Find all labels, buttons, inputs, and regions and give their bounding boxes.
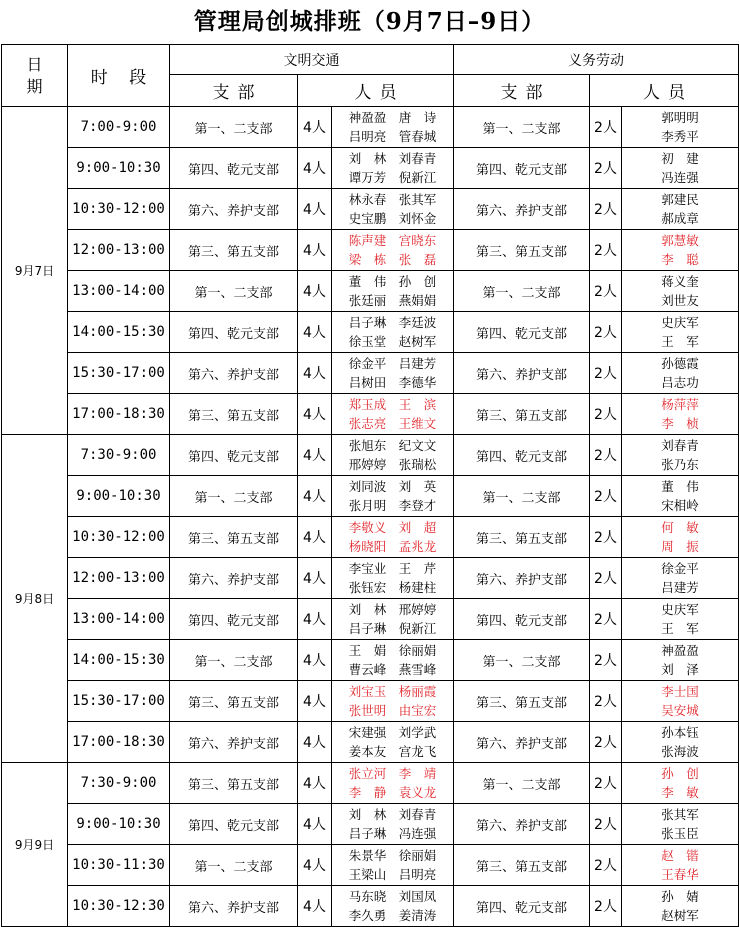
traffic-people-line: 张立河 李 靖: [348, 766, 437, 781]
labor-header: 义务劳动: [454, 45, 739, 75]
labor-branch: 第三、第五支部: [454, 230, 590, 271]
labor-person: 李士国: [661, 684, 699, 699]
time-slot: 9:00-10:30: [68, 148, 170, 189]
traffic-people-line: 吕子琳 冯连强: [348, 826, 437, 841]
labor-person: 郝成章: [661, 211, 699, 226]
traffic-people-line: 李敬义 刘 超: [348, 520, 437, 535]
labor-count: 2人: [590, 353, 622, 394]
labor-branch: 第四、乾元支部: [454, 886, 590, 927]
time-slot: 17:00-18:30: [68, 722, 170, 763]
traffic-people: [332, 599, 454, 640]
traffic-people-line: 张钰宏 杨建柱: [348, 580, 437, 595]
labor-person: 吕建芳: [661, 580, 699, 595]
traffic-people: [332, 230, 454, 271]
labor-person: 董 伟: [661, 479, 699, 494]
labor-people: [622, 886, 739, 927]
labor-branch: 第四、乾元支部: [454, 599, 590, 640]
time-slot: 15:30-17:00: [68, 353, 170, 394]
traffic-people-line: 杨晓阳 孟兆龙: [348, 539, 437, 554]
traffic-people-header-label: 人员: [354, 83, 405, 103]
labor-person: 史庆军: [661, 602, 699, 617]
schedule-row: [2, 107, 739, 148]
traffic-people-line: 马东晓 刘国凤: [348, 889, 437, 904]
schedule-row: [2, 476, 739, 517]
labor-people: [622, 558, 739, 599]
traffic-header: 文明交通: [170, 45, 454, 75]
schedule-row: [2, 271, 739, 312]
traffic-people: [332, 763, 454, 804]
labor-count: 2人: [590, 886, 622, 927]
labor-person: 郭明明: [661, 110, 699, 125]
traffic-branch: 第四、乾元支部: [170, 435, 298, 476]
traffic-people-line: 张旭东 纪文文: [348, 438, 437, 453]
traffic-count: 4人: [298, 353, 332, 394]
labor-person: 初 建: [661, 151, 699, 166]
traffic-people: [332, 312, 454, 353]
traffic-people-line: 李 静 袁义龙: [348, 785, 437, 800]
traffic-people-line: 朱景华 徐丽娟: [348, 848, 437, 863]
traffic-count: 4人: [298, 312, 332, 353]
labor-person: 吕志功: [661, 375, 699, 390]
traffic-count: 4人: [298, 722, 332, 763]
traffic-count: 4人: [298, 476, 332, 517]
labor-branch-header-label: 支部: [500, 83, 551, 103]
labor-count: 2人: [590, 845, 622, 886]
schedule-row: [2, 435, 739, 476]
time-slot: 13:00-14:00: [68, 599, 170, 640]
labor-count: 2人: [590, 476, 622, 517]
page-title: 管理局创城排班（9月7日–9日）: [193, 8, 546, 35]
traffic-people-line: 张世明 由宝宏: [348, 703, 437, 718]
labor-person: 孙 婧: [661, 889, 699, 904]
schedule-row: [2, 353, 739, 394]
labor-people: [622, 189, 739, 230]
traffic-branch: 第三、第五支部: [170, 763, 298, 804]
traffic-people-line: 徐玉堂 赵树军: [348, 334, 437, 349]
labor-people: [622, 722, 739, 763]
traffic-people-line: 刘同波 刘 英: [348, 479, 437, 494]
traffic-people-line: 刘 林 刘春青: [348, 807, 437, 822]
traffic-people-line: 刘宝玉 杨丽霞: [348, 684, 437, 699]
labor-person: 张玉臣: [661, 826, 699, 841]
labor-people: [622, 640, 739, 681]
labor-person: 周 振: [661, 539, 699, 554]
date-cell: 9月7日: [2, 107, 68, 435]
labor-branch: 第六、养护支部: [454, 558, 590, 599]
labor-count: 2人: [590, 394, 622, 435]
traffic-branch: 第六、养护支部: [170, 886, 298, 927]
labor-count: 2人: [590, 804, 622, 845]
time-slot: 17:00-18:30: [68, 394, 170, 435]
labor-person: 李 桢: [661, 416, 699, 431]
labor-people: [622, 271, 739, 312]
time-slot: 10:30-11:30: [68, 845, 170, 886]
labor-count: 2人: [590, 230, 622, 271]
time-slot: 7:00-9:00: [68, 107, 170, 148]
schedule-row: [2, 312, 739, 353]
traffic-people-line: 吕明亮 管春城: [348, 129, 437, 144]
labor-person: 郭建民: [661, 192, 699, 207]
time-slot: 7:30-9:00: [68, 763, 170, 804]
labor-people: [622, 804, 739, 845]
traffic-people: [332, 394, 454, 435]
labor-person: 张其军: [661, 807, 699, 822]
schedule-row: [2, 763, 739, 804]
traffic-branch: 第一、二支部: [170, 107, 298, 148]
traffic-branch: 第一、二支部: [170, 640, 298, 681]
traffic-people-line: 谭万芳 倪新江: [348, 170, 437, 185]
traffic-branch: 第四、乾元支部: [170, 148, 298, 189]
labor-people: [622, 599, 739, 640]
labor-count: 2人: [590, 517, 622, 558]
schedule-row: [2, 681, 739, 722]
traffic-count: 4人: [298, 435, 332, 476]
labor-count: 2人: [590, 599, 622, 640]
traffic-count: 4人: [298, 845, 332, 886]
time-slot: 12:00-13:00: [68, 558, 170, 599]
labor-person: 王 军: [661, 621, 699, 636]
traffic-count: 4人: [298, 804, 332, 845]
traffic-people-line: 张志亮 王维文: [348, 416, 437, 431]
date-cell: 9月8日: [2, 435, 68, 763]
traffic-people-header: [298, 75, 454, 107]
labor-person: 徐金平: [661, 561, 699, 576]
traffic-branch: 第四、乾元支部: [170, 599, 298, 640]
labor-person: 张海波: [661, 744, 699, 759]
traffic-branch: 第三、第五支部: [170, 394, 298, 435]
schedule-row: [2, 845, 739, 886]
traffic-people-line: 刘 林 邢婷婷: [348, 602, 437, 617]
labor-count: 2人: [590, 312, 622, 353]
labor-person: 冯连强: [661, 170, 699, 185]
traffic-branch: 第一、二支部: [170, 271, 298, 312]
traffic-branch: 第六、养护支部: [170, 558, 298, 599]
traffic-people-line: 郑玉成 王 滨: [348, 397, 437, 412]
schedule-row: [2, 599, 739, 640]
labor-person: 刘世友: [661, 293, 699, 308]
labor-branch: 第一、二支部: [454, 271, 590, 312]
traffic-people-line: 董 伟 孙 创: [348, 274, 437, 289]
traffic-people: [332, 148, 454, 189]
traffic-people-line: 刘 林 刘春青: [348, 151, 437, 166]
labor-count: 2人: [590, 271, 622, 312]
traffic-people-line: 陈声建 宫晓东: [348, 233, 437, 248]
time-slot: 7:30-9:00: [68, 435, 170, 476]
labor-people: [622, 845, 739, 886]
schedule-row: [2, 148, 739, 189]
labor-branch: 第三、第五支部: [454, 394, 590, 435]
labor-branch: 第六、养护支部: [454, 722, 590, 763]
date-header-bottom: 期: [26, 76, 43, 96]
traffic-people-line: 王梁山 吕明亮: [348, 867, 437, 882]
labor-count: 2人: [590, 722, 622, 763]
labor-person: 蒋义奎: [661, 274, 699, 289]
labor-branch: 第一、二支部: [454, 640, 590, 681]
schedule-row: [2, 230, 739, 271]
schedule-row: [2, 886, 739, 927]
traffic-people: [332, 886, 454, 927]
schedule-row: [2, 394, 739, 435]
labor-person: 吴安城: [661, 703, 699, 718]
traffic-people: [332, 558, 454, 599]
schedule-row: [2, 517, 739, 558]
time-header-label: 时 段: [90, 68, 155, 88]
labor-person: 孙 创: [661, 766, 699, 781]
time-slot: 10:30-12:00: [68, 189, 170, 230]
labor-count: 2人: [590, 558, 622, 599]
time-slot: 10:30-12:30: [68, 886, 170, 927]
traffic-count: 4人: [298, 886, 332, 927]
traffic-people: [332, 845, 454, 886]
traffic-branch: 第六、养护支部: [170, 722, 298, 763]
labor-person: 赵 锴: [661, 848, 699, 863]
labor-people: [622, 476, 739, 517]
traffic-count: 4人: [298, 148, 332, 189]
traffic-count: 4人: [298, 271, 332, 312]
labor-count: 2人: [590, 681, 622, 722]
traffic-people: [332, 476, 454, 517]
traffic-branch: 第四、乾元支部: [170, 804, 298, 845]
labor-people: [622, 353, 739, 394]
traffic-count: 4人: [298, 599, 332, 640]
labor-branch: 第一、二支部: [454, 107, 590, 148]
schedule-row: [2, 558, 739, 599]
traffic-people: [332, 640, 454, 681]
traffic-people: [332, 189, 454, 230]
time-slot: 15:30-17:00: [68, 681, 170, 722]
labor-branch: 第三、第五支部: [454, 517, 590, 558]
labor-person: 郭慧敏: [661, 233, 699, 248]
time-slot: 9:00-10:30: [68, 476, 170, 517]
labor-branch: 第四、乾元支部: [454, 148, 590, 189]
labor-person: 王 军: [661, 334, 699, 349]
schedule-row: [2, 640, 739, 681]
time-slot: 12:00-13:00: [68, 230, 170, 271]
labor-people-header-label: 人员: [643, 83, 693, 103]
labor-people: [622, 107, 739, 148]
labor-people: [622, 312, 739, 353]
labor-person: 神盈盈: [661, 643, 699, 658]
traffic-people-line: 宋建强 刘学武: [348, 725, 437, 740]
traffic-count: 4人: [298, 189, 332, 230]
labor-count: 2人: [590, 189, 622, 230]
labor-branch: 第三、第五支部: [454, 681, 590, 722]
traffic-branch: 第六、养护支部: [170, 353, 298, 394]
traffic-count: 4人: [298, 558, 332, 599]
traffic-people-line: 张月明 李登才: [348, 498, 437, 513]
traffic-people-line: 徐金平 吕建芳: [348, 356, 437, 371]
labor-people: [622, 230, 739, 271]
traffic-people-line: 姜本友 宫龙飞: [348, 744, 437, 759]
labor-people: [622, 517, 739, 558]
traffic-count: 4人: [298, 107, 332, 148]
time-slot: 14:00-15:30: [68, 640, 170, 681]
labor-branch: 第四、乾元支部: [454, 435, 590, 476]
traffic-count: 4人: [298, 640, 332, 681]
traffic-count: 4人: [298, 394, 332, 435]
traffic-branch: 第三、第五支部: [170, 681, 298, 722]
labor-person: 张乃东: [661, 457, 699, 472]
traffic-branch: 第三、第五支部: [170, 230, 298, 271]
labor-people: [622, 681, 739, 722]
traffic-people: [332, 107, 454, 148]
labor-count: 2人: [590, 107, 622, 148]
traffic-people-line: 史宝鹏 刘怀金: [348, 211, 437, 226]
labor-branch: 第三、第五支部: [454, 845, 590, 886]
traffic-branch: 第四、乾元支部: [170, 312, 298, 353]
labor-person: 王春华: [661, 867, 699, 882]
labor-people: [622, 763, 739, 804]
labor-branch: 第六、养护支部: [454, 804, 590, 845]
traffic-people: [332, 804, 454, 845]
traffic-people: [332, 681, 454, 722]
traffic-branch: 第六、养护支部: [170, 189, 298, 230]
traffic-people: [332, 353, 454, 394]
traffic-people-line: 吕树田 李德华: [348, 375, 437, 390]
traffic-branch: 第一、二支部: [170, 845, 298, 886]
labor-branch: 第六、养护支部: [454, 189, 590, 230]
traffic-people-line: 邢婷婷 张瑞松: [348, 457, 437, 472]
labor-people-header: [590, 75, 739, 107]
labor-person: 李秀平: [661, 129, 699, 144]
traffic-branch: 第一、二支部: [170, 476, 298, 517]
traffic-branch-header-label: 支部: [212, 83, 263, 103]
traffic-people-line: 吕子琳 李廷波: [348, 315, 437, 330]
labor-branch: 第一、二支部: [454, 476, 590, 517]
time-slot: 9:00-10:30: [68, 804, 170, 845]
traffic-people-line: 神盈盈 唐 诗: [348, 110, 437, 125]
date-header-top: 日: [26, 54, 43, 74]
traffic-people: [332, 271, 454, 312]
labor-person: 何 敏: [661, 520, 699, 535]
labor-people: [622, 394, 739, 435]
labor-branch: 第一、二支部: [454, 763, 590, 804]
traffic-count: 4人: [298, 763, 332, 804]
schedule-table: [1, 44, 739, 927]
labor-person: 李 敏: [661, 785, 699, 800]
labor-people: [622, 435, 739, 476]
labor-branch: 第六、养护支部: [454, 353, 590, 394]
schedule-row: [2, 804, 739, 845]
time-slot: 10:30-12:00: [68, 517, 170, 558]
traffic-people-line: 吕子琳 倪新江: [348, 621, 437, 636]
labor-person: 杨萍萍: [661, 397, 699, 412]
time-header: [68, 45, 170, 107]
labor-branch: 第四、乾元支部: [454, 312, 590, 353]
labor-count: 2人: [590, 640, 622, 681]
labor-person: 刘 泽: [661, 662, 699, 677]
labor-person: 孙德霞: [661, 356, 699, 371]
traffic-branch: 第三、第五支部: [170, 517, 298, 558]
labor-people: [622, 148, 739, 189]
date-header: [2, 45, 68, 107]
traffic-people-line: 梁 栋 张 磊: [348, 252, 437, 267]
labor-person: 史庆军: [661, 315, 699, 330]
date-cell: 9月9日: [2, 763, 68, 927]
labor-person: 宋相岭: [661, 498, 699, 513]
traffic-people: [332, 722, 454, 763]
schedule-row: [2, 722, 739, 763]
traffic-people-line: 李宝业 王 芹: [348, 561, 437, 576]
traffic-people-line: 曹云峰 燕雪峰: [348, 662, 437, 677]
labor-person: 赵树军: [661, 908, 699, 923]
traffic-count: 4人: [298, 230, 332, 271]
labor-count: 2人: [590, 148, 622, 189]
labor-count: 2人: [590, 435, 622, 476]
time-slot: 13:00-14:00: [68, 271, 170, 312]
schedule-row: [2, 189, 739, 230]
labor-person: 孙本钰: [661, 725, 699, 740]
traffic-people: [332, 435, 454, 476]
traffic-count: 4人: [298, 681, 332, 722]
traffic-people-line: 张廷丽 燕娟娟: [348, 293, 437, 308]
traffic-people-line: 李久勇 姜清涛: [348, 908, 437, 923]
traffic-people-line: 王 娟 徐丽娟: [348, 643, 437, 658]
traffic-count: 4人: [298, 517, 332, 558]
traffic-branch-header: [170, 75, 298, 107]
traffic-people: [332, 517, 454, 558]
time-slot: 14:00-15:30: [68, 312, 170, 353]
labor-count: 2人: [590, 763, 622, 804]
labor-branch-header: [454, 75, 590, 107]
labor-person: 刘春青: [661, 438, 699, 453]
traffic-people-line: 林永春 张其军: [348, 192, 437, 207]
labor-person: 李 聪: [661, 252, 699, 267]
